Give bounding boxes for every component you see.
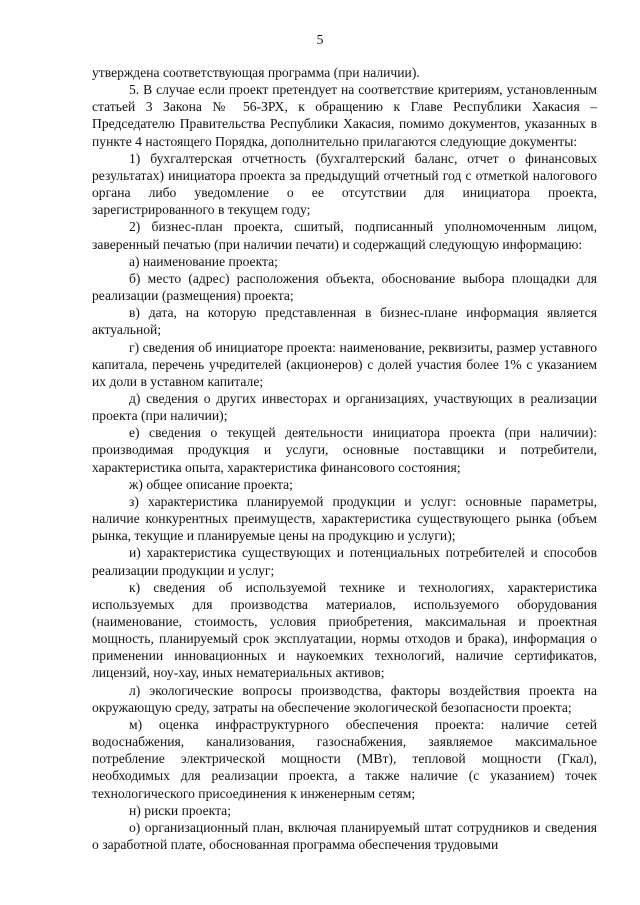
paragraph-subitem-b: б) место (адрес) расположения объекта, обоснование выбора площадки для реализации (размещения) проекта; [92, 270, 597, 304]
paragraph-subitem-1: 1) бухгалтерская отчетность (бухгалтерский баланс, отчет о финансовых результатах) инициатора проекта за предыдущий отчетный год с отметкой налогового органа либо уведомление о ее отсутствии для инициатора проекта, зарегистрированного в текущем году; [92, 150, 597, 218]
paragraph-subitem-l: л) экологические вопросы производства, факторы воздействия проекта на окружающую среду, затраты на обеспечение экологической безопасности проекта; [92, 682, 597, 715]
paragraph-subitem-2: 2) бизнес-план проекта, сшитый, подписанный уполномоченным лицом, заверенный печатью (при наличии печати) и содержащий следующую информацию: [92, 219, 597, 252]
paragraph-subitem-m: м) оценка инфраструктурного обеспечения проекта: наличие сетей водоснабжения, канализования, газоснабжения, заявляемое максимальное потребление электрической мощности (МВт), тепловой мощности (Гкал), необходимых для реализации проекта, а также наличие (с указанием) точек технологического присоединения к инженерным сетям; [92, 716, 597, 801]
paragraph-subitem-g: г) сведения об инициаторе проекта: наименование, реквизиты, размер уставного капитала, перечень учредителей (акционеров) с долей участия более 1% с указанием их доли в уставном капитале; [92, 339, 597, 389]
paragraph-continuation: утверждена соответствующая программа (при наличии). [92, 65, 420, 80]
paragraph-subitem-n: н) риски проекта; [129, 802, 231, 818]
paragraph-subitem-zh: ж) общее описание проекта; [129, 476, 293, 492]
document-body [92, 64, 597, 853]
paragraph-item-5: 5. В случае если проект претендует на соответствие критериям, установленным статьей 3 Закона № 56-ЗРХ, к обращению к Главе Республики Хакасия – Председателю Правительства Республики Хакасия, помимо документов, указанных в пункте 4 настоящего Порядка, дополнительно прилагаются следующие документы: [92, 82, 597, 149]
paragraph-subitem-a: а) наименование проекта; [129, 253, 278, 269]
page-number: 5 [316, 32, 324, 47]
paragraph-subitem-d: д) сведения о других инвесторах и организациях, участвующих в реализации проекта (при наличии); [92, 390, 597, 424]
paragraph-subitem-i: и) характеристика существующих и потенциальных потребителей и способов реализации продукции и услуг; [92, 545, 597, 578]
paragraph-subitem-o: о) организационный план, включая планируемый штат сотрудников и сведения о заработной плате, обоснованная программа обеспечения трудовыми [92, 819, 597, 853]
paragraph-subitem-k: к) сведения об используемой технике и технологиях, характеристика используемых для производства материалов, используемого оборудования (наименование, стоимость, условия приобретения, максимальная и проектная мощность, планируемый срок эксплуатации, нормы отходов и брака), информация о применении инновационных и наукоемких технологий, наличие сертификатов, лицензий, ноу-хау, иных нематериальных активов; [92, 579, 597, 681]
paragraph-subitem-z: з) характеристика планируемой продукции и услуг: основные параметры, наличие конкурентных преимуществ, характеристика существующего рынка (объем рынка, текущие и планируемые цены на продукцию и услуги); [92, 493, 597, 544]
paragraph-subitem-v: в) дата, на которую представленная в бизнес-плане информация является актуальной; [92, 305, 597, 338]
paragraph-subitem-e: е) сведения о текущей деятельности инициатора проекта (при наличии): производимая продукция и услуги, основные поставщики и потребители, характеристика опыта, характеристика финансового состояния; [92, 425, 597, 475]
